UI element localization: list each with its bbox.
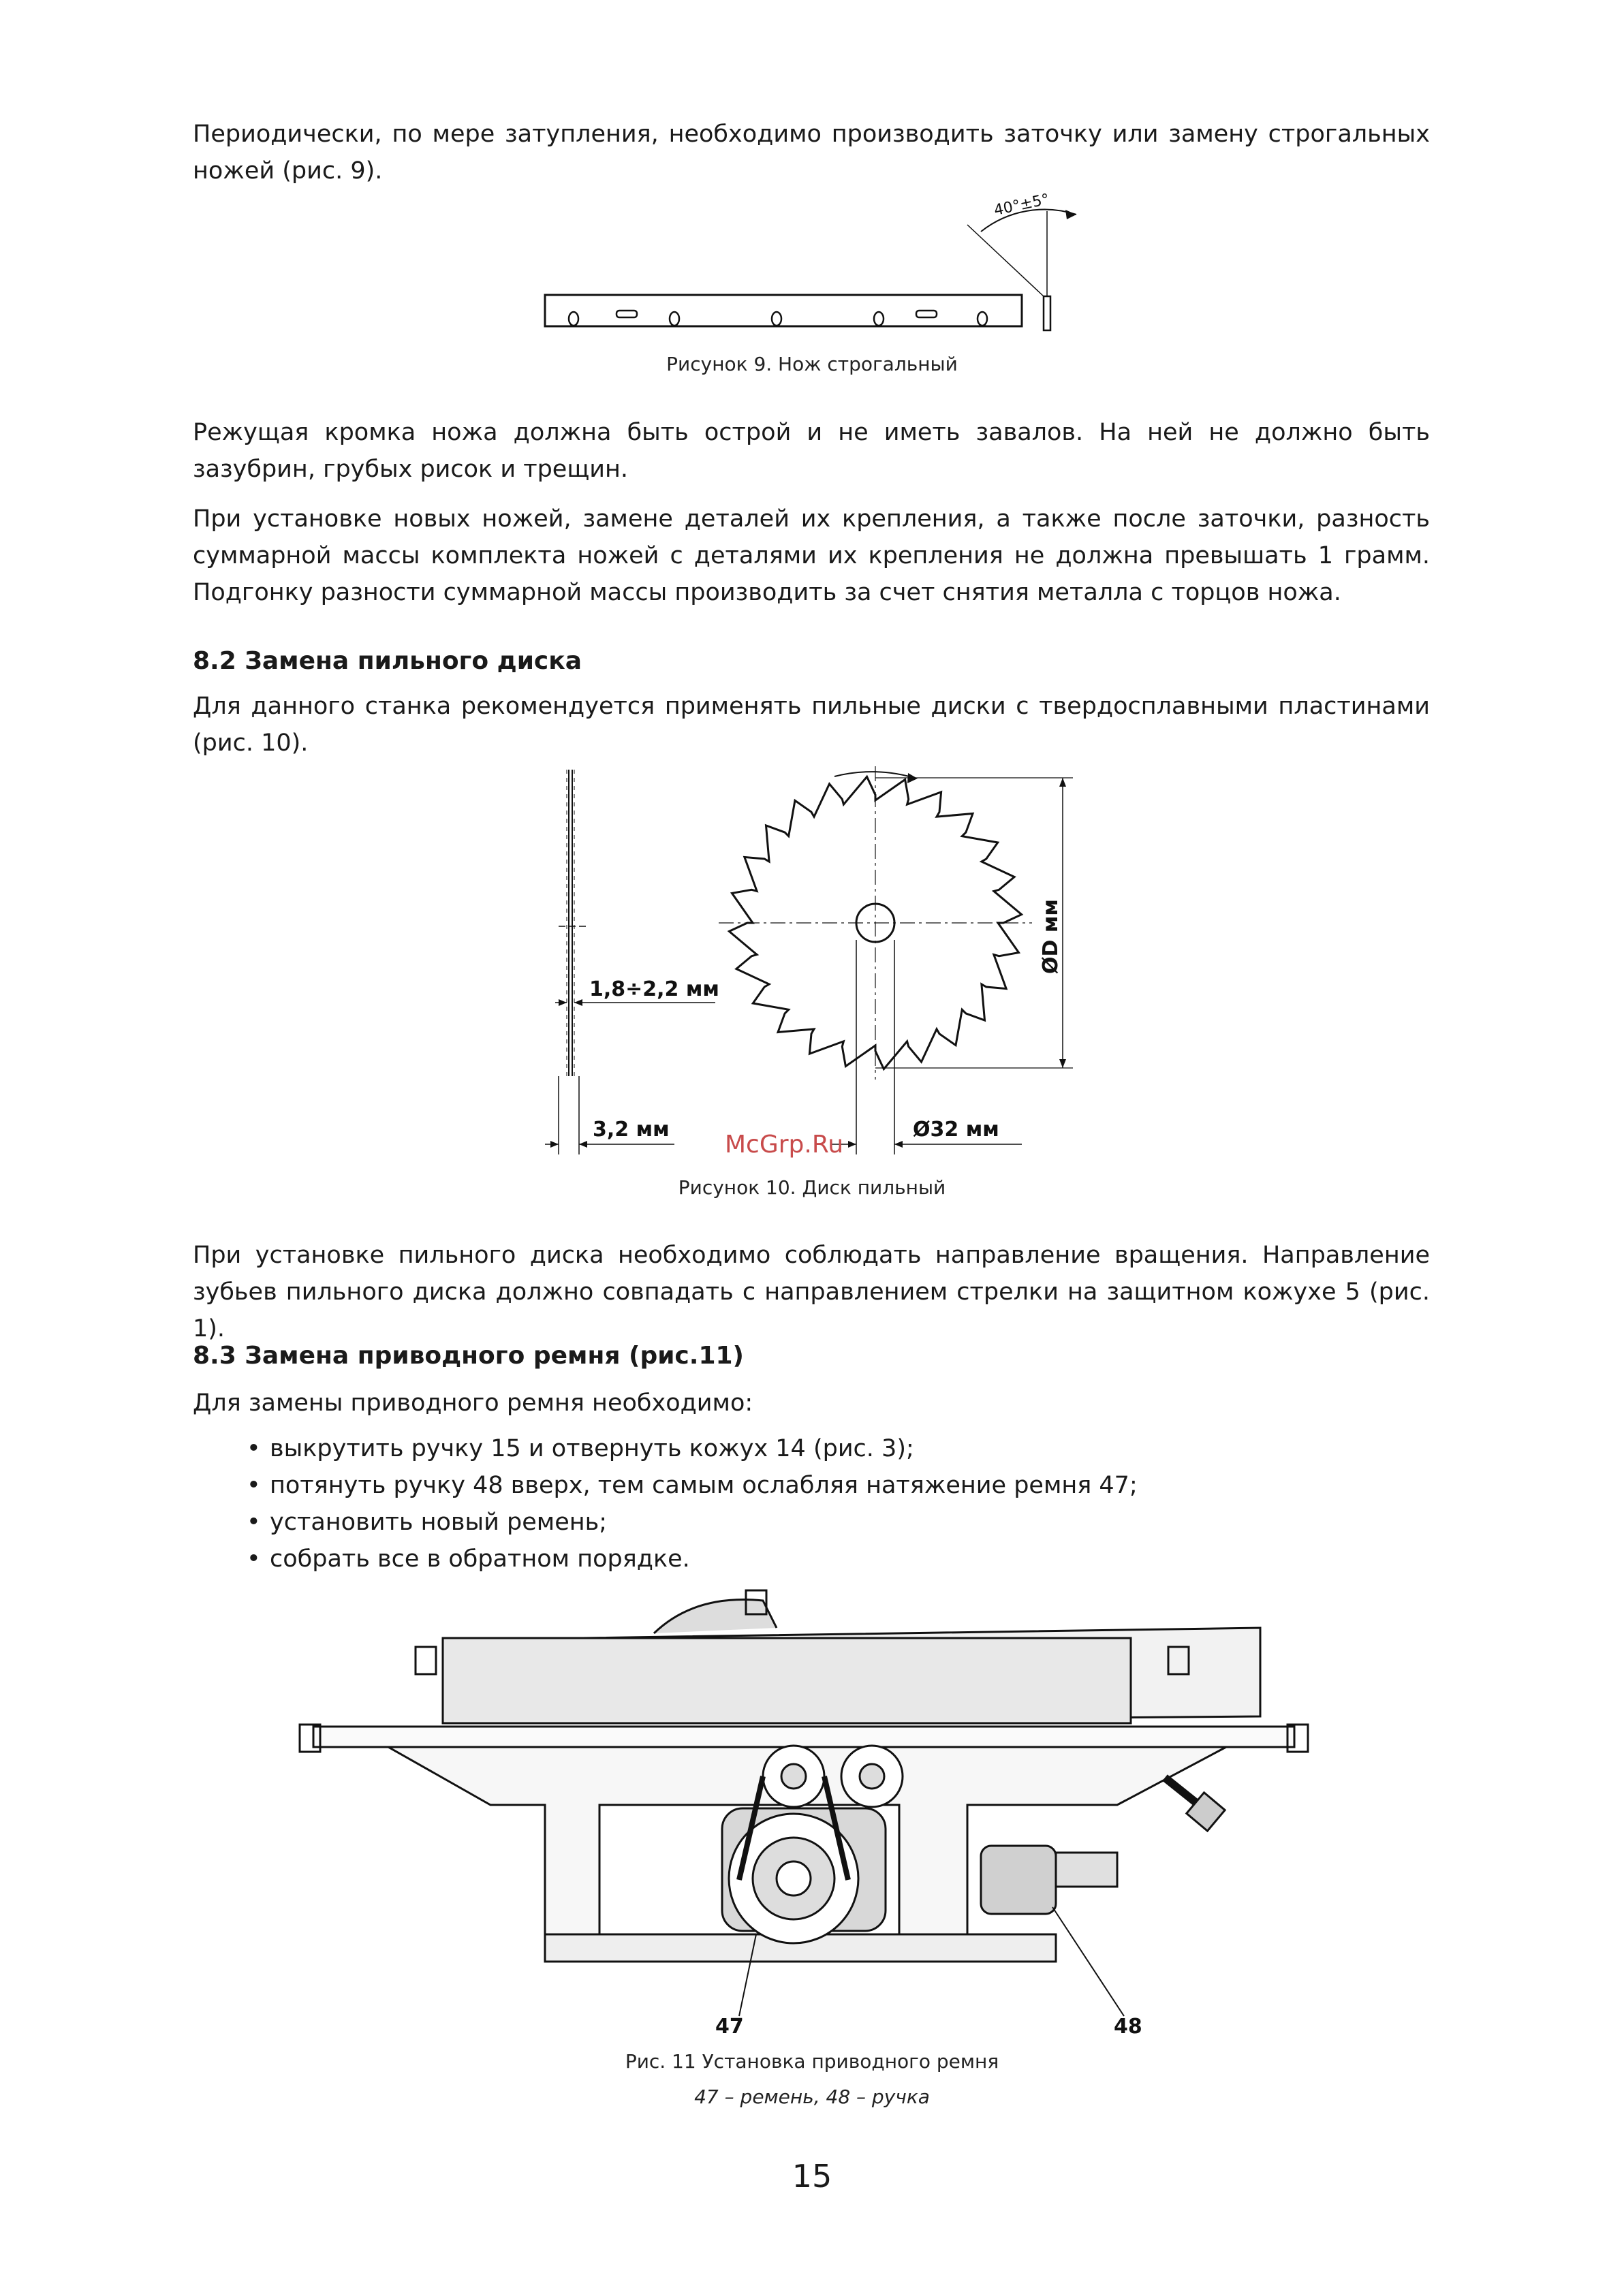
saw-disc-figure bbox=[531, 756, 1144, 1165]
work-table bbox=[313, 1727, 1294, 1747]
knife-hole bbox=[874, 312, 884, 326]
paragraph-sharpening: Периодически, по мере затупления, необходимо производить заточку или замену строгальных ножей (рис. 9). bbox=[193, 121, 1430, 185]
angle-label: 40°±5° bbox=[992, 191, 1051, 219]
paragraph-rotation-direction: При установке пильного диска необходимо соблюдать направление вращения. Направление зубьев пильного диска должно совпадать с направлением стрелки на защитном кожухе 5 (рис. 1). bbox=[193, 1242, 1430, 1342]
disc-side-profile bbox=[559, 770, 586, 1076]
paragraph-knife-mass: При установке новых ножей, замене деталей их крепления, а также после заточки, разность суммарной массы комплекта ножей с деталями их крепления не должна превышать 1 грамм. Подгонку разности суммарной массы производить за счет снятия металла с торцов ножа. bbox=[193, 505, 1430, 606]
list-item: • потянуть ручку 48 вверх, тем самым ослабляя натяжение ремня 47; bbox=[245, 1467, 1138, 1504]
knife-slot bbox=[616, 311, 637, 317]
disc-kerf-label: 3,2 мм bbox=[593, 1118, 670, 1142]
watermark: McGrp.Ru bbox=[725, 1131, 844, 1159]
label-48: 48 bbox=[1114, 2015, 1142, 2039]
paragraph-cutting-edge: Режущая кромка ножа должна быть острой и не иметь завалов. На ней не должно быть зазубрин, грубых рисок и трещин. bbox=[193, 419, 1430, 483]
label-47: 47 bbox=[715, 2015, 744, 2039]
knife-blade bbox=[545, 295, 1022, 326]
disc-diameter-label: ØD мм bbox=[1039, 899, 1063, 974]
belt-machine-figure bbox=[286, 1580, 1322, 2050]
section-heading-8-2: 8.2 Замена пильного диска bbox=[193, 647, 582, 675]
belt-steps-list bbox=[245, 1430, 1138, 1577]
disc-thickness-label: 1,8÷2,2 мм bbox=[589, 977, 719, 1001]
figure-11-legend: 47 – ремень, 48 – ручка bbox=[694, 2086, 930, 2108]
knife-slot bbox=[916, 311, 937, 317]
list-item: • установить новый ремень; bbox=[245, 1504, 1138, 1541]
figure-10-caption: Рисунок 10. Диск пильный bbox=[678, 1176, 946, 1199]
paragraph-saw-disc: Для данного станка рекомендуется применять пильные диски с твердосплавными пластинами (рис. 10). bbox=[193, 693, 1430, 757]
page-number: 15 bbox=[792, 2158, 832, 2195]
knife-hole bbox=[772, 312, 781, 326]
list-item: • собрать все в обратном порядке. bbox=[245, 1541, 1138, 1577]
knife-hole bbox=[569, 312, 578, 326]
figure-9-caption: Рисунок 9. Нож строгальный bbox=[666, 353, 958, 375]
figure-11-caption: Рис. 11 Установка приводного ремня bbox=[625, 2050, 999, 2073]
knife-hole bbox=[978, 312, 987, 326]
knife-hole bbox=[670, 312, 679, 326]
planer-knife-figure bbox=[531, 184, 1090, 341]
belt-handle bbox=[981, 1846, 1056, 1914]
disc-bore-label: Ø32 мм bbox=[913, 1118, 999, 1142]
paragraph-belt-intro: Для замены приводного ремня необходимо: bbox=[193, 1389, 753, 1417]
section-heading-8-3: 8.3 Замена приводного ремня (рис.11) bbox=[193, 1342, 744, 1370]
knife-profile bbox=[1044, 296, 1050, 330]
list-item: • выкрутить ручку 15 и отвернуть кожух 14 (рис. 3); bbox=[245, 1430, 1138, 1467]
